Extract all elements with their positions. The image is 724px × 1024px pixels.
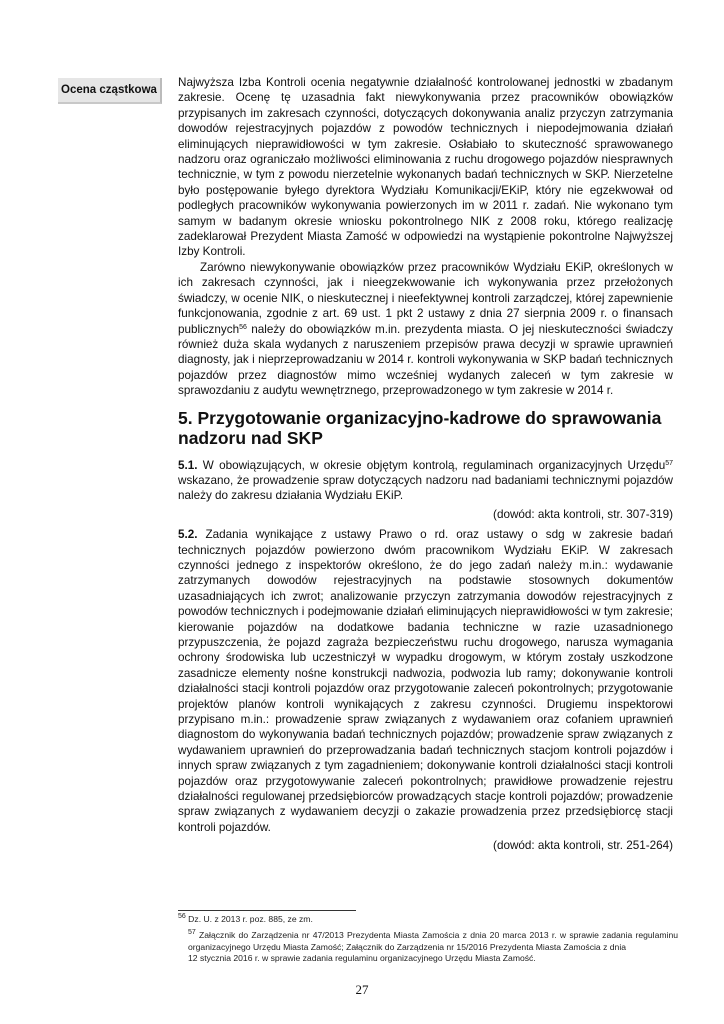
footnote-56-text: Dz. U. z 2013 r. poz. 885, ze zm.: [185, 914, 313, 924]
section-heading: 5. Przygotowanie organizacyjno-kadrowe do sprawowania nadzoru nad SKP: [178, 407, 662, 448]
section-5-2-number: 5.2.: [178, 528, 198, 542]
section-5-1-text-a: W obowiązujących, w okresie objętym kontrolą, regulaminach organizacyjnych Urzędu: [197, 458, 666, 472]
main-content: [178, 75, 673, 859]
footnote-separator: [178, 910, 356, 911]
section-5-2: [178, 527, 673, 835]
footnote-57-text: Załącznik do Zarządzenia nr 47/2013 Prezydenta Miasta Zamościa z dnia 20 marca 2013 r. w sprawie zadania regulaminu organizacyjnego Urzędu Miasta Zamość; Załącznik do Zarządzenia nr 15/2016 Prezydenta Miasta Zamościa z dnia: [188, 930, 678, 952]
paragraph-2-text-a: Zarówno niewykonywanie obowiązków przez pracowników Wydziału EKiP, określonych w ich zakresach czynności, jak i nieegzekwowanie ich wykonywania przez przełożonych świadczy, w ocenie NIK, o nieskutecznej i nieefektywnej kontroli zarządczej, której zapewnienie funkcjonowania, zgodnie z art. 69 ust. 1 pkt 2 ustawy z dnia 27 sierpnia 2009 r. o finansach publicznych: [178, 260, 673, 336]
assessment-paragraph-2: [178, 260, 673, 399]
footnote-57-continuation: 12 stycznia 2016 r. w sprawie zadania regulaminu organizacyjnego Urzędu Miasta Zamość.: [188, 952, 536, 963]
section-5-1: [178, 458, 673, 504]
assessment-paragraph-1: Najwyższa Izba Kontroli ocenia negatywnie działalność kontrolowanej jednostki w zbadanym zakresie. Ocenę tę uzasadnia fakt niewykonywania przez pracowników obowiązków przypisanych im zakresach czynności, dotyczących dokonywania analiz przyczyn zatrzymania dowodów rejestracyjnych pojazdów z powodów technicznych i niepodejmowania działań eliminujących nieprawidłowości w tym zakresie. Osłabiało to skuteczność sprawowanego nadzoru oraz ograniczało możliwości eliminowania z ruchu drogowego pojazdów niesprawnych technicznie, w tym z powodu nierzetelnie wykonanych badań technicznych w SKP. Nierzetelne było postępowanie byłego dyrektora Wydziału Komunikacji/EKiP, który nie egzekwował od podległych pracowników wykonywania powierzonych im w 2011 r. zadań. Nie wykonano tym samym w badanym okresie wniosku pokontrolnego NIK z 2008 roku, którego realizację zadeklarował Prezydent Miasta Zamość w odpowiedzi na wystąpienie pokontrolne Najwyższej Izby Kontroli.: [178, 76, 673, 259]
footnote-57-number: 57: [188, 929, 196, 937]
paragraph-2-text-b: należy do obowiązków m.in. prezydenta miasta. O jej nieskuteczności świadczy również duża skala wydanych z naruszeniem przepisów prawa decyzji w sprawie uprawnień diagnosty, jak i nieprzeprowadzaniu w 2014 r. kontroli wykonywania w SKP badań technicznych pojazdów przez diagnostów mimo wcześniej wydanych zaleceń w tym zakresie w sprawozdaniu z audytu wewnętrznego, przeprowadzonego w tym zakresie w 2014 r.: [178, 322, 673, 398]
section-5-2-text: Zadania wynikające z ustawy Prawo o rd. oraz ustawy o sdg w zakresie badań technicznych pojazdów powierzono dwóm pracownikom Wydziału EKiP. W zakresach czynności jednego z inspektorów określono, że do jego zadań należy m.in.: wydawanie zatrzymanych dowodów rejestracyjnych na podstawie stosownych dokumentów uzasadniających ich zwrot; analizowanie przyczyn zatrzymania dowodów rejestracyjnych z powodów technicznych i podejmowanie działań eliminujących nieprawidłowości w tym zakresie; kierowanie pojazdów na dodatkowe badania techniczne w razie uzasadnionego przypuszczenia, że pojazd zagraża bezpieczeństwu ruchu drogowego, narusza wymagania ochrony środowiska lub uczestniczył w wypadku drogowym, w którym zostały uszkodzone zasadnicze elementy nośne konstrukcji nadwozia, podwozia lub ramy; dokonywanie kontroli działalności stacji kontroli pojazdów oraz przygotowanie zaleceń pokontrolnych; przygotowanie projektów planów kontroli wynikających z zakresu czynności. Drugiemu inspektorowi przypisano m.in.: prowadzenie spraw związanych z wydawaniem oraz cofaniem uprawnień diagnostom do wykonywania badań technicznych pojazdów; prowadzenie spraw związanych z wydawaniem uprawnień do przeprowadzania badań technicznych stacjom kontroli pojazdów i innych spraw związanych z tym zagadnieniem; dokonywanie kontroli działalności stacji kontroli pojazdów oraz przygotowywanie zaleceń pokontrolnych; prawidłowe prowadzenie rejestru działalności regulowanej przedsiębiorców prowadzących stacje kontroli pojazdów; prowadzenie spraw związanych z wydawaniem decyzji o zakazie prowadzenia przez przedsiębiorcę stacji kontroli pojazdów.: [178, 528, 673, 834]
footnote-56-number: 56: [178, 913, 186, 920]
evidence-reference-5-1: (dowód: akta kontroli, str. 307-319): [493, 507, 673, 521]
page-number: 27: [355, 982, 369, 997]
section-5-1-number: 5.1.: [178, 458, 198, 472]
footnote-57: [178, 930, 678, 953]
section-5-1-text-b: wskazano, że prowadzenie spraw dotyczących nadzoru nad badaniami technicznymi pojazdów należy do zakresu działania Wydziału EKiP.: [178, 473, 673, 503]
footnotes: [178, 914, 678, 964]
footnote-56: [178, 914, 678, 925]
footnote-ref-56[interactable]: 56: [239, 323, 247, 331]
partial-assessment-label: Ocena cząstkowa: [58, 78, 162, 104]
footnote-ref-57[interactable]: 57: [665, 459, 673, 467]
evidence-reference-5-2: (dowód: akta kontroli, str. 251-264): [493, 839, 673, 853]
